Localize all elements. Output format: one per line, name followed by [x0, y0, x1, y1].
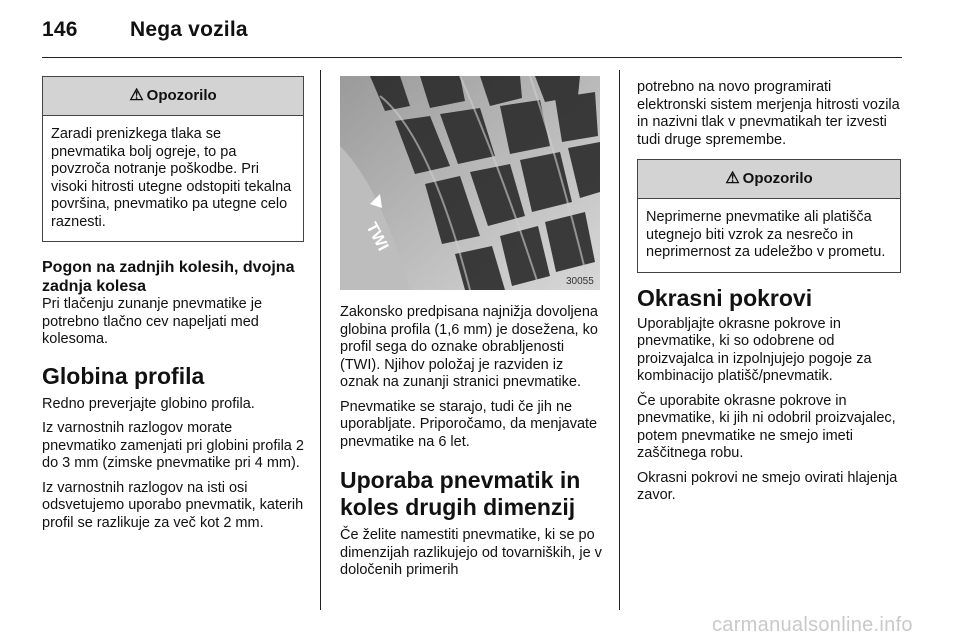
heading-tread-depth: Globina profila — [42, 362, 205, 389]
wheel-covers-p1: Uporabljajte okrasne pokrove in pnevmatike, ki so odobrene od proizvajalca in izpolnjujejo pogoje za kombinacijo platišč/pnevmatik. — [637, 315, 872, 384]
warning-text: Zaradi prenizkega tlaka se pnevmatika bolj ogreje, to pa povzroča notranje poškodbe. Pri visoki hitrosti utegne odstopiti tekalna površina, pnevmatiko pa utegne celo raznesti. — [51, 126, 292, 230]
tire-age-paragraph: Pnevmatike se starajo, tudi če jih ne uporabljate. Priporočamo, da menjavate pnevmatike na 6 let. — [340, 398, 598, 450]
column-divider-1 — [320, 70, 321, 610]
twi-paragraph: Zakonsko predpisana najnižja dovoljena globina profila (1,6 mm) je dosežena, ko profil sega do oznake obrabljenosti (TWI). Njihov položaj je razviden iz oznak na zunanji stranici pnevmatike. — [340, 304, 598, 390]
wheel-covers-p2: Če uporabite okrasne pokrove in pnevmatike, ki jih ni odobril proizvajalec, potem pnevmatike ne smejo imeti zaščitnega robu. — [637, 392, 896, 461]
heading-rear-wheel-drive: Pogon na zadnjih kolesih, dvojna zadnja kolesa — [42, 259, 295, 295]
header-rule — [42, 57, 902, 58]
reprogramming-paragraph: potrebno na novo programirati elektronski sistem merjenja hitrosti vozila in nazivni tlak v pnevmatikah ter izvesti tudi druge spremembe. — [637, 79, 900, 148]
tread-depth-p1: Redno preverjajte globino profila. — [42, 395, 255, 412]
heading-wheel-covers: Okrasni pokrovi — [637, 284, 813, 311]
page-number: 146 — [42, 18, 78, 41]
page-title: Nega vozila — [130, 18, 248, 41]
warning-label: Opozorilo — [742, 170, 813, 188]
figure-number: 30055 — [566, 276, 594, 287]
wheel-covers-p3: Okrasni pokrovi ne smejo ovirati hlajenja zavor. — [637, 469, 898, 503]
warning-triangle-icon: ⚠ — [725, 170, 740, 188]
warning-triangle-icon: ⚠ — [129, 87, 144, 105]
warning-header — [638, 160, 900, 199]
tread-depth-p2: Iz varnostnih razlogov morate pnevmatiko zamenjati pri globini profila 2 do 3 mm (zimske pnevmatike pri 4 mm). — [42, 420, 304, 471]
heading-other-dimensions: Uporaba pnevmatik in koles drugih dimenzij — [340, 467, 581, 520]
watermark: carmanualsonline.info — [712, 614, 913, 636]
warning-label: Opozorilo — [146, 87, 217, 105]
warning-header — [43, 77, 303, 116]
rear-wheel-drive-text: Pri tlačenju zunanje pnevmatike je potrebno tlačno cev napeljati med kolesoma. — [42, 296, 263, 347]
column-3 — [637, 79, 901, 512]
tread-depth-p3: Iz varnostnih razlogov na isti osi odsvetujemo uporabo pnevmatik, katerih profil se razlikuje za več kot 2 mm. — [42, 479, 304, 531]
warning-box-1 — [42, 76, 304, 242]
tire-tread-photo — [340, 76, 600, 290]
column-1 — [42, 76, 304, 539]
other-dimensions-text: Če želite namestiti pnevmatike, ki se po dimenzijah razlikujejo od tovarniških, je v določenih primerih — [340, 527, 602, 578]
warning-text: Neprimerne pnevmatike ali platišča utegnejo biti vzrok za nesrečo in neprimernost za udeležbo v prometu. — [646, 209, 886, 260]
tire-tread-illustration — [340, 76, 600, 290]
column-divider-2 — [619, 70, 620, 610]
column-2 — [340, 304, 605, 587]
page-header — [42, 18, 248, 42]
warning-box-2 — [637, 159, 901, 273]
twi-mark: TWI — [362, 219, 392, 254]
